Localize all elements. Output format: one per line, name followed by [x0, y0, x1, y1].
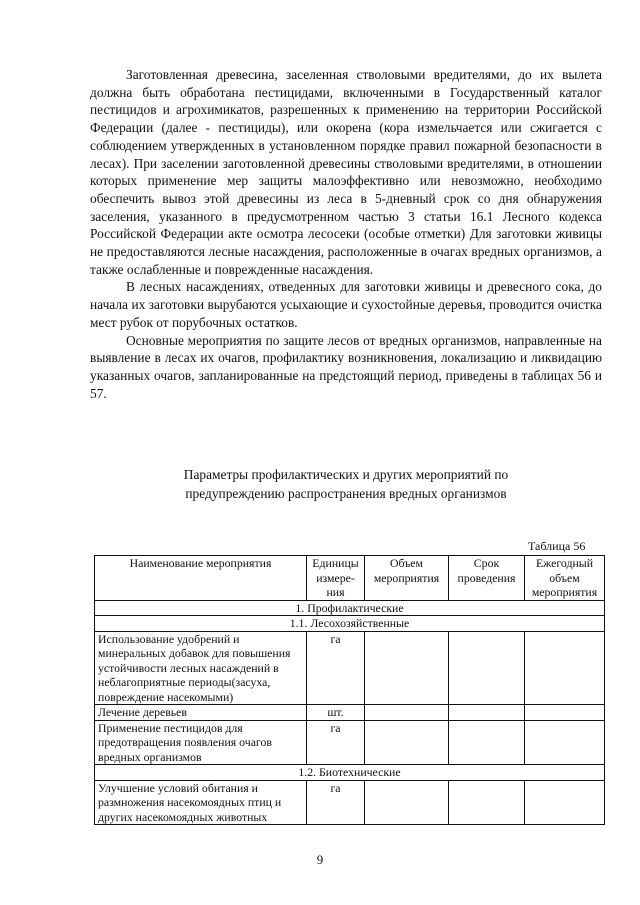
row-unit: га — [307, 780, 365, 825]
row-annual — [525, 705, 605, 721]
row-volume — [365, 705, 449, 721]
table-subsection-row — [95, 765, 605, 781]
row-volume — [365, 631, 449, 705]
header-volume: Объем мероприятия — [365, 556, 449, 601]
row-term — [449, 631, 525, 705]
table-row — [95, 631, 605, 705]
paragraph-wood-treatment: Заготовленная древесина, заселенная стволовыми вредителями, до их вылета должна быть обработана пестицидами, включенными в Государственный каталог пестицидов и агрохимикатов, разрешенных к применению на территории Российской Федерации (далее - пестициды), или окорена (кора измельчается или сжигается с соблюдением утвержденных в установленном порядке правил пожарной безопасности в лесах). При заселении заготовленной древесины стволовыми вредителями, в отношении которых применение мер защиты малоэффективно или невозможно, необходимо обеспечить вывоз этой древесины из леса в 5-дневный срок со дня обнаружения заселения, указанного в предусмотренном частью 3 статьи 16.1 Лесного кодекса Российской Федерации акте осмотра лесосеки (особые отметки) Для заготовки живицы не предоставляются лесные насаждения, расположенные в очагах вредных организмов, а также ослабленные и поврежденные насаждения. — [90, 67, 602, 277]
row-term — [449, 705, 525, 721]
row-annual — [525, 780, 605, 825]
row-unit: га — [307, 631, 365, 705]
row-name: Применение пестицидов для предотвращения появления очагов вредных организмов — [95, 720, 307, 765]
row-volume — [365, 720, 449, 765]
table-subsection-row — [95, 616, 605, 632]
row-unit: га — [307, 720, 365, 765]
paragraph-main-measures: Основные мероприятия по защите лесов от вредных организмов, направленные на выявление в лесах их очагов, профилактику возникновения, локализацию и ликвидацию указанных очагов, запланированные на предстоящий период, приведены в таблицах 56 и 57. — [90, 332, 602, 401]
row-name: Лечение деревьев — [95, 705, 307, 721]
row-name: Улучшение условий обитания и размножения насекомоядных птиц и других насекомоядных животных — [95, 780, 307, 825]
table-label: Таблица 56 — [528, 539, 586, 553]
header-units: Единицы измере-ния — [307, 556, 365, 601]
row-annual — [525, 631, 605, 705]
header-annual: Ежегодный объем мероприятия — [525, 556, 605, 601]
measures-table — [94, 555, 605, 825]
row-volume — [365, 780, 449, 825]
section-prophylactic: 1. Профилактические — [95, 600, 605, 616]
header-term: Срок проведения — [449, 556, 525, 601]
heading-line-2: предупреждению распространения вредных организмов — [185, 486, 507, 501]
table-row — [95, 780, 605, 825]
table-row — [95, 705, 605, 721]
table-section-row — [95, 600, 605, 616]
heading-line-1: Параметры профилактических и других мероприятий по — [183, 467, 509, 482]
body-text — [90, 66, 602, 402]
row-unit: шт. — [307, 705, 365, 721]
paragraph-resin-stands: В лесных насаждениях, отведенных для заготовки живицы и древесного сока, до начала их заготовки вырубаются усыхающие и сухостойные деревья, проводится очистка мест рубок от порубочных остатков. — [90, 279, 602, 330]
subsection-forestry: 1.1. Лесохозяйственные — [95, 616, 605, 632]
page-number: 9 — [316, 852, 324, 867]
subsection-biotechnical: 1.2. Биотехнические — [95, 765, 605, 781]
header-name: Наименование мероприятия — [95, 556, 307, 601]
row-term — [449, 780, 525, 825]
row-annual — [525, 720, 605, 765]
row-term — [449, 720, 525, 765]
table-row — [95, 720, 605, 765]
table-header-row — [95, 556, 605, 601]
row-name: Использование удобрений и минеральных добавок для повышения устойчивости лесных насаждений в неблагоприятные периоды(засуха, повреждение насекомыми) — [95, 631, 307, 705]
table-heading — [90, 465, 602, 503]
